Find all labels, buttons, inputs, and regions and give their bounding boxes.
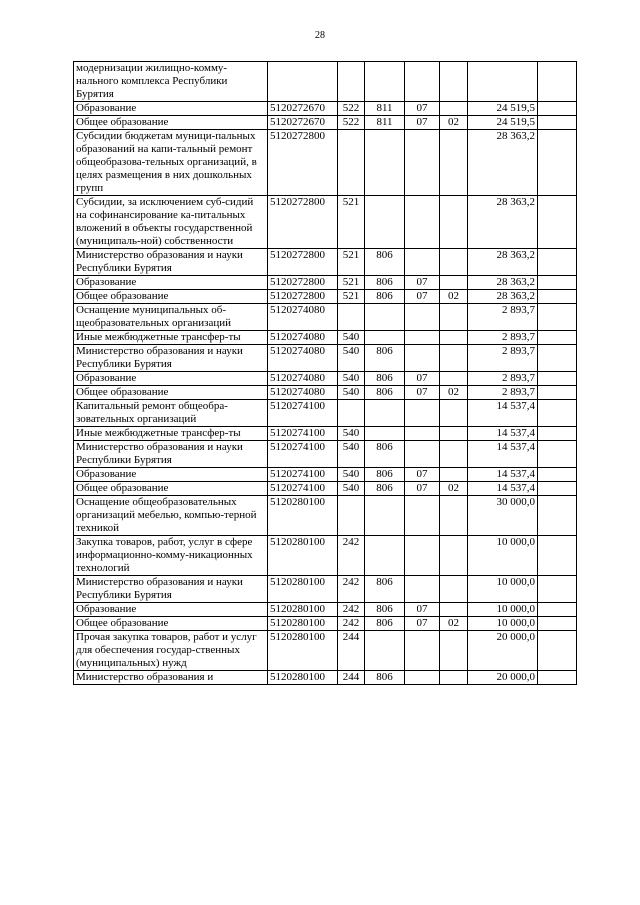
section-cell: 07 [405, 617, 440, 631]
target-code-cell: 5120274080 [268, 372, 338, 386]
amount-cell [468, 62, 538, 102]
admin-code-cell: 806 [365, 290, 405, 304]
empty-cell [538, 304, 577, 331]
item-name-cell: Министерство образования и науки Республики Бурятия [74, 576, 268, 603]
subsection-cell [440, 372, 468, 386]
expense-type-cell: 540 [338, 441, 365, 468]
table-row [74, 249, 577, 276]
section-cell [405, 130, 440, 196]
subsection-cell [440, 400, 468, 427]
target-code-cell: 5120280100 [268, 671, 338, 685]
amount-cell: 10 000,0 [468, 603, 538, 617]
item-name-cell: Министерство образования и науки Республики Бурятия [74, 441, 268, 468]
target-code-cell [268, 62, 338, 102]
table-row [74, 130, 577, 196]
admin-code-cell: 806 [365, 671, 405, 685]
empty-cell [538, 372, 577, 386]
expense-type-cell: 540 [338, 345, 365, 372]
section-cell: 07 [405, 116, 440, 130]
target-code-cell: 5120274080 [268, 304, 338, 331]
item-name-cell: Общее образование [74, 386, 268, 400]
item-name-cell: Образование [74, 468, 268, 482]
section-cell: 07 [405, 482, 440, 496]
subsection-cell: 02 [440, 386, 468, 400]
empty-cell [538, 130, 577, 196]
item-name-cell: Общее образование [74, 290, 268, 304]
amount-cell: 30 000,0 [468, 496, 538, 536]
amount-cell: 2 893,7 [468, 345, 538, 372]
table-row [74, 276, 577, 290]
table-row [74, 372, 577, 386]
subsection-cell [440, 427, 468, 441]
admin-code-cell: 806 [365, 345, 405, 372]
table-row [74, 617, 577, 631]
item-name-cell: Образование [74, 102, 268, 116]
section-cell [405, 427, 440, 441]
empty-cell [538, 249, 577, 276]
expense-type-cell [338, 62, 365, 102]
admin-code-cell: 806 [365, 372, 405, 386]
section-cell [405, 631, 440, 671]
target-code-cell: 5120274100 [268, 468, 338, 482]
target-code-cell: 5120272670 [268, 102, 338, 116]
expense-type-cell [338, 496, 365, 536]
amount-cell: 28 363,2 [468, 276, 538, 290]
item-name-cell: Министерство образования и науки Республики Бурятия [74, 345, 268, 372]
table-row [74, 631, 577, 671]
section-cell [405, 331, 440, 345]
table-row [74, 304, 577, 331]
table-row [74, 536, 577, 576]
empty-cell [538, 345, 577, 372]
amount-cell: 2 893,7 [468, 372, 538, 386]
admin-code-cell: 806 [365, 276, 405, 290]
amount-cell: 10 000,0 [468, 617, 538, 631]
empty-cell [538, 102, 577, 116]
table-row [74, 441, 577, 468]
target-code-cell: 5120280100 [268, 617, 338, 631]
subsection-cell [440, 631, 468, 671]
amount-cell: 24 519,5 [468, 116, 538, 130]
empty-cell [538, 496, 577, 536]
item-name-cell: Оснащение муниципальных об-щеобразовательных организаций [74, 304, 268, 331]
empty-cell [538, 290, 577, 304]
target-code-cell: 5120274100 [268, 427, 338, 441]
subsection-cell: 02 [440, 617, 468, 631]
item-name-cell: Образование [74, 372, 268, 386]
amount-cell: 2 893,7 [468, 386, 538, 400]
expense-type-cell: 244 [338, 631, 365, 671]
expense-type-cell: 540 [338, 468, 365, 482]
amount-cell: 10 000,0 [468, 576, 538, 603]
expense-type-cell: 522 [338, 116, 365, 130]
empty-cell [538, 603, 577, 617]
expense-type-cell: 242 [338, 576, 365, 603]
admin-code-cell: 806 [365, 617, 405, 631]
admin-code-cell: 811 [365, 102, 405, 116]
admin-code-cell [365, 427, 405, 441]
table-row [74, 400, 577, 427]
amount-cell: 28 363,2 [468, 249, 538, 276]
admin-code-cell: 806 [365, 386, 405, 400]
table-row [74, 116, 577, 130]
target-code-cell: 5120280100 [268, 603, 338, 617]
admin-code-cell: 806 [365, 468, 405, 482]
amount-cell: 14 537,4 [468, 468, 538, 482]
item-name-cell: Субсидии, за исключением суб-сидий на софинансирование ка-питальных вложений в объекты государственной (муниципаль-ной) собственности [74, 196, 268, 249]
target-code-cell: 5120280100 [268, 536, 338, 576]
section-cell [405, 400, 440, 427]
table-row [74, 576, 577, 603]
amount-cell: 20 000,0 [468, 631, 538, 671]
table-row [74, 468, 577, 482]
empty-cell [538, 276, 577, 290]
expense-type-cell: 242 [338, 603, 365, 617]
empty-cell [538, 400, 577, 427]
table-row [74, 345, 577, 372]
expense-type-cell [338, 130, 365, 196]
item-name-cell: Капитальный ремонт общеобра-зовательных организаций [74, 400, 268, 427]
table-row [74, 671, 577, 685]
empty-cell [538, 196, 577, 249]
target-code-cell: 5120274100 [268, 441, 338, 468]
section-cell [405, 576, 440, 603]
expense-type-cell: 244 [338, 671, 365, 685]
admin-code-cell [365, 536, 405, 576]
item-name-cell: Общее образование [74, 617, 268, 631]
amount-cell: 14 537,4 [468, 482, 538, 496]
table-row [74, 62, 577, 102]
admin-code-cell [365, 62, 405, 102]
subsection-cell [440, 196, 468, 249]
table-row [74, 496, 577, 536]
subsection-cell [440, 345, 468, 372]
subsection-cell [440, 441, 468, 468]
section-cell [405, 62, 440, 102]
amount-cell: 10 000,0 [468, 536, 538, 576]
empty-cell [538, 482, 577, 496]
table-row [74, 196, 577, 249]
admin-code-cell [365, 631, 405, 671]
target-code-cell: 5120272800 [268, 276, 338, 290]
empty-cell [538, 617, 577, 631]
table-row [74, 603, 577, 617]
empty-cell [538, 671, 577, 685]
budget-table [73, 61, 577, 685]
section-cell: 07 [405, 290, 440, 304]
item-name-cell: Образование [74, 603, 268, 617]
table-row [74, 290, 577, 304]
admin-code-cell: 806 [365, 441, 405, 468]
admin-code-cell: 811 [365, 116, 405, 130]
admin-code-cell [365, 331, 405, 345]
item-name-cell: Общее образование [74, 116, 268, 130]
subsection-cell [440, 536, 468, 576]
admin-code-cell [365, 130, 405, 196]
page-number: 28 [315, 30, 325, 41]
section-cell: 07 [405, 603, 440, 617]
target-code-cell: 5120274100 [268, 482, 338, 496]
section-cell: 07 [405, 372, 440, 386]
table-row [74, 102, 577, 116]
amount-cell: 28 363,2 [468, 196, 538, 249]
subsection-cell [440, 102, 468, 116]
empty-cell [538, 576, 577, 603]
subsection-cell [440, 496, 468, 536]
empty-cell [538, 427, 577, 441]
section-cell: 07 [405, 276, 440, 290]
section-cell [405, 671, 440, 685]
admin-code-cell: 806 [365, 576, 405, 603]
target-code-cell: 5120280100 [268, 576, 338, 603]
amount-cell: 14 537,4 [468, 427, 538, 441]
admin-code-cell [365, 196, 405, 249]
item-name-cell: Министерство образования и науки Республики Бурятия [74, 249, 268, 276]
empty-cell [538, 386, 577, 400]
expense-type-cell [338, 304, 365, 331]
target-code-cell: 5120274080 [268, 331, 338, 345]
expense-type-cell: 521 [338, 249, 365, 276]
subsection-cell [440, 671, 468, 685]
subsection-cell [440, 304, 468, 331]
item-name-cell: Иные межбюджетные трансфер-ты [74, 427, 268, 441]
table-row [74, 331, 577, 345]
subsection-cell [440, 62, 468, 102]
section-cell [405, 345, 440, 372]
expense-type-cell [338, 400, 365, 427]
empty-cell [538, 536, 577, 576]
target-code-cell: 5120274100 [268, 400, 338, 427]
subsection-cell [440, 576, 468, 603]
target-code-cell: 5120272670 [268, 116, 338, 130]
target-code-cell: 5120272800 [268, 249, 338, 276]
subsection-cell [440, 249, 468, 276]
target-code-cell: 5120280100 [268, 631, 338, 671]
section-cell: 07 [405, 468, 440, 482]
subsection-cell [440, 331, 468, 345]
target-code-cell: 5120280100 [268, 496, 338, 536]
admin-code-cell: 806 [365, 249, 405, 276]
expense-type-cell: 540 [338, 331, 365, 345]
subsection-cell [440, 603, 468, 617]
table-row [74, 386, 577, 400]
expense-type-cell: 540 [338, 386, 365, 400]
empty-cell [538, 62, 577, 102]
admin-code-cell [365, 400, 405, 427]
budget-table-body [74, 62, 577, 685]
table-row [74, 427, 577, 441]
empty-cell [538, 468, 577, 482]
target-code-cell: 5120274080 [268, 345, 338, 372]
subsection-cell [440, 468, 468, 482]
section-cell: 07 [405, 102, 440, 116]
section-cell [405, 496, 440, 536]
expense-type-cell: 521 [338, 196, 365, 249]
target-code-cell: 5120274080 [268, 386, 338, 400]
target-code-cell: 5120272800 [268, 196, 338, 249]
table-row [74, 482, 577, 496]
subsection-cell: 02 [440, 482, 468, 496]
subsection-cell: 02 [440, 116, 468, 130]
item-name-cell: Оснащение общеобразовательных организаций мебелью, компью-терной техникой [74, 496, 268, 536]
amount-cell: 28 363,2 [468, 290, 538, 304]
subsection-cell: 02 [440, 290, 468, 304]
target-code-cell: 5120272800 [268, 290, 338, 304]
item-name-cell: Субсидии бюджетам муници-пальных образований на капи-тальный ремонт общеобразова-тельных организаций, в целях размещения в них дошкольных групп [74, 130, 268, 196]
expense-type-cell: 522 [338, 102, 365, 116]
empty-cell [538, 441, 577, 468]
section-cell [405, 441, 440, 468]
item-name-cell: модернизации жилищно-комму-нального комплекса Республики Бурятия [74, 62, 268, 102]
item-name-cell: Образование [74, 276, 268, 290]
admin-code-cell [365, 304, 405, 331]
item-name-cell: Общее образование [74, 482, 268, 496]
section-cell: 07 [405, 386, 440, 400]
amount-cell: 24 519,5 [468, 102, 538, 116]
subsection-cell [440, 130, 468, 196]
expense-type-cell: 521 [338, 290, 365, 304]
empty-cell [538, 116, 577, 130]
expense-type-cell: 242 [338, 536, 365, 576]
expense-type-cell: 540 [338, 372, 365, 386]
item-name-cell: Прочая закупка товаров, работ и услуг для обеспечения государ-ственных (муниципальных) нужд [74, 631, 268, 671]
expense-type-cell: 521 [338, 276, 365, 290]
subsection-cell [440, 276, 468, 290]
section-cell [405, 304, 440, 331]
item-name-cell: Иные межбюджетные трансфер-ты [74, 331, 268, 345]
amount-cell: 14 537,4 [468, 400, 538, 427]
amount-cell: 28 363,2 [468, 130, 538, 196]
empty-cell [538, 631, 577, 671]
amount-cell: 2 893,7 [468, 304, 538, 331]
expense-type-cell: 540 [338, 482, 365, 496]
empty-cell [538, 331, 577, 345]
section-cell [405, 196, 440, 249]
section-cell [405, 536, 440, 576]
section-cell [405, 249, 440, 276]
amount-cell: 14 537,4 [468, 441, 538, 468]
admin-code-cell: 806 [365, 603, 405, 617]
expense-type-cell: 242 [338, 617, 365, 631]
target-code-cell: 5120272800 [268, 130, 338, 196]
amount-cell: 20 000,0 [468, 671, 538, 685]
item-name-cell: Министерство образования и [74, 671, 268, 685]
item-name-cell: Закупка товаров, работ, услуг в сфере информационно-комму-никационных технологий [74, 536, 268, 576]
admin-code-cell [365, 496, 405, 536]
amount-cell: 2 893,7 [468, 331, 538, 345]
expense-type-cell: 540 [338, 427, 365, 441]
admin-code-cell: 806 [365, 482, 405, 496]
